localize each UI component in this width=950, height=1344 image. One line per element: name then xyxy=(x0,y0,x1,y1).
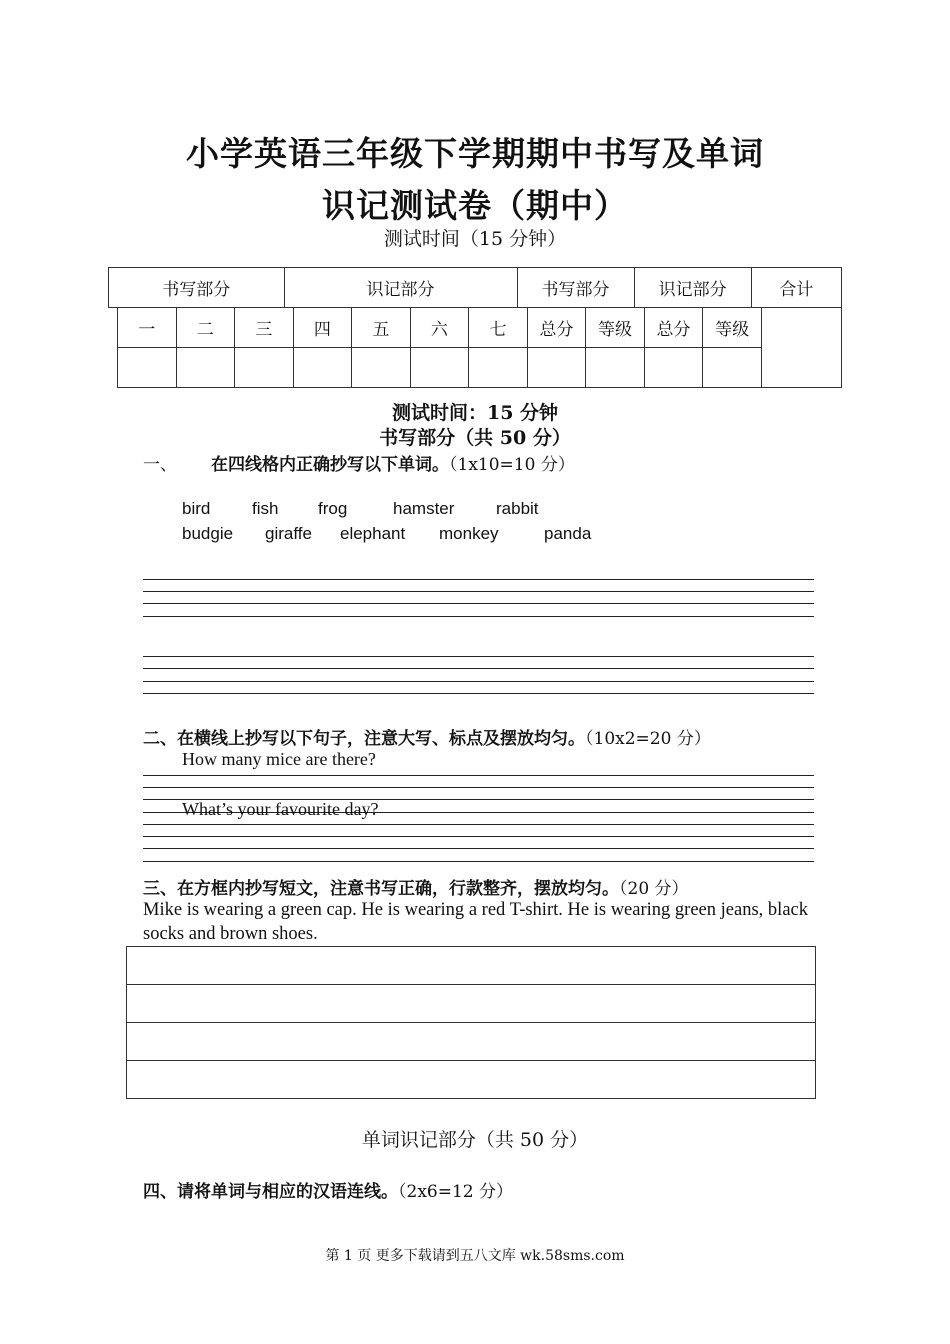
time-line: 测试时间：15 分钟 xyxy=(391,402,559,424)
page-footer: 第 1 页 更多下载请到五八文库 wk.58sms.com xyxy=(325,1248,625,1264)
col-2: 二 xyxy=(176,308,235,348)
col-1: 一 xyxy=(118,308,177,348)
word-elephant: elephant xyxy=(340,524,406,543)
box-row[interactable] xyxy=(127,985,815,1023)
score-cell[interactable] xyxy=(586,348,645,388)
header-total: 合计 xyxy=(751,268,841,308)
col-3: 三 xyxy=(235,308,294,348)
word-frog: frog xyxy=(318,499,348,518)
writing-section-title: 书写部分（共 50 分） xyxy=(379,427,571,449)
vocab-section-title: 单词识记部分（共 50 分） xyxy=(361,1129,589,1151)
header-memory-2: 识记部分 xyxy=(634,268,751,308)
col-4: 四 xyxy=(293,308,352,348)
box-row[interactable] xyxy=(127,1023,815,1061)
score-cell[interactable] xyxy=(352,348,411,388)
word-giraffe: giraffe xyxy=(265,524,312,543)
header-memory-1: 识记部分 xyxy=(284,268,517,308)
q2-instruction xyxy=(143,724,711,749)
col-5: 五 xyxy=(352,308,411,348)
q1-instruction xyxy=(211,450,575,475)
page-title: 小学英语三年级下学期期中书写及单词 xyxy=(186,134,764,173)
q3-instruction xyxy=(143,874,689,899)
q1-number: 一、 xyxy=(143,455,177,475)
score-cell[interactable] xyxy=(293,348,352,388)
score-cell[interactable] xyxy=(527,348,586,388)
score-cell[interactable] xyxy=(118,348,177,388)
header-writing-1: 书写部分 xyxy=(109,268,285,308)
q2-text: 二、在横线上抄写以下句子，注意大写、标点及摆放均匀。 xyxy=(143,729,585,749)
page-title-line2: 识记测试卷（期中） xyxy=(322,186,628,225)
score-table-header xyxy=(108,267,842,308)
score-cell[interactable] xyxy=(410,348,469,388)
q2-points: （10x2=20 分） xyxy=(585,729,711,749)
q1-text: 在四线格内正确抄写以下单词。 xyxy=(211,455,449,475)
q3-passage: Mike is wearing a green cap. He is wearing a red T-shirt. He is wearing green jeans, black socks and brown shoes. xyxy=(143,900,808,944)
col-total-1: 总分 xyxy=(527,308,586,348)
q3-points: （20 分） xyxy=(619,879,689,899)
box-row[interactable] xyxy=(127,947,815,985)
q4-text: 四、请将单词与相应的汉语连线。 xyxy=(143,1182,398,1202)
score-cell[interactable] xyxy=(235,348,294,388)
test-duration: 测试时间（15 分钟） xyxy=(383,228,567,250)
word-monkey: monkey xyxy=(439,524,499,543)
q1-heading xyxy=(143,450,177,475)
col-total-2: 总分 xyxy=(644,308,703,348)
word-rabbit: rabbit xyxy=(496,499,539,518)
q3-writing-box[interactable] xyxy=(126,946,816,1099)
word-hamster: hamster xyxy=(393,499,455,518)
q2-sentence-1: How many mice are there? xyxy=(182,749,376,769)
score-cell[interactable] xyxy=(176,348,235,388)
word-fish: fish xyxy=(252,499,279,518)
word-bird: bird xyxy=(182,499,211,518)
box-row[interactable] xyxy=(127,1061,815,1098)
word-budgie: budgie xyxy=(182,524,234,543)
score-cell[interactable] xyxy=(469,348,528,388)
header-writing-2: 书写部分 xyxy=(517,268,634,308)
q4-points: （2x6=12 分） xyxy=(398,1182,513,1202)
score-cell[interactable] xyxy=(644,348,703,388)
col-grade-1: 等级 xyxy=(586,308,645,348)
q3-text: 三、在方框内抄写短文，注意书写正确，行款整齐，摆放均匀。 xyxy=(143,879,619,899)
word-panda: panda xyxy=(544,524,592,543)
q2-sentence-2: What’s your favourite day? xyxy=(182,799,379,819)
col-grade-2: 等级 xyxy=(703,308,762,348)
col-6: 六 xyxy=(410,308,469,348)
q4-instruction xyxy=(143,1177,513,1202)
score-cell[interactable] xyxy=(703,348,762,388)
score-table xyxy=(117,307,842,388)
q1-points: （1x10=10 分） xyxy=(449,455,575,475)
total-cell[interactable] xyxy=(761,308,841,388)
col-7: 七 xyxy=(469,308,528,348)
